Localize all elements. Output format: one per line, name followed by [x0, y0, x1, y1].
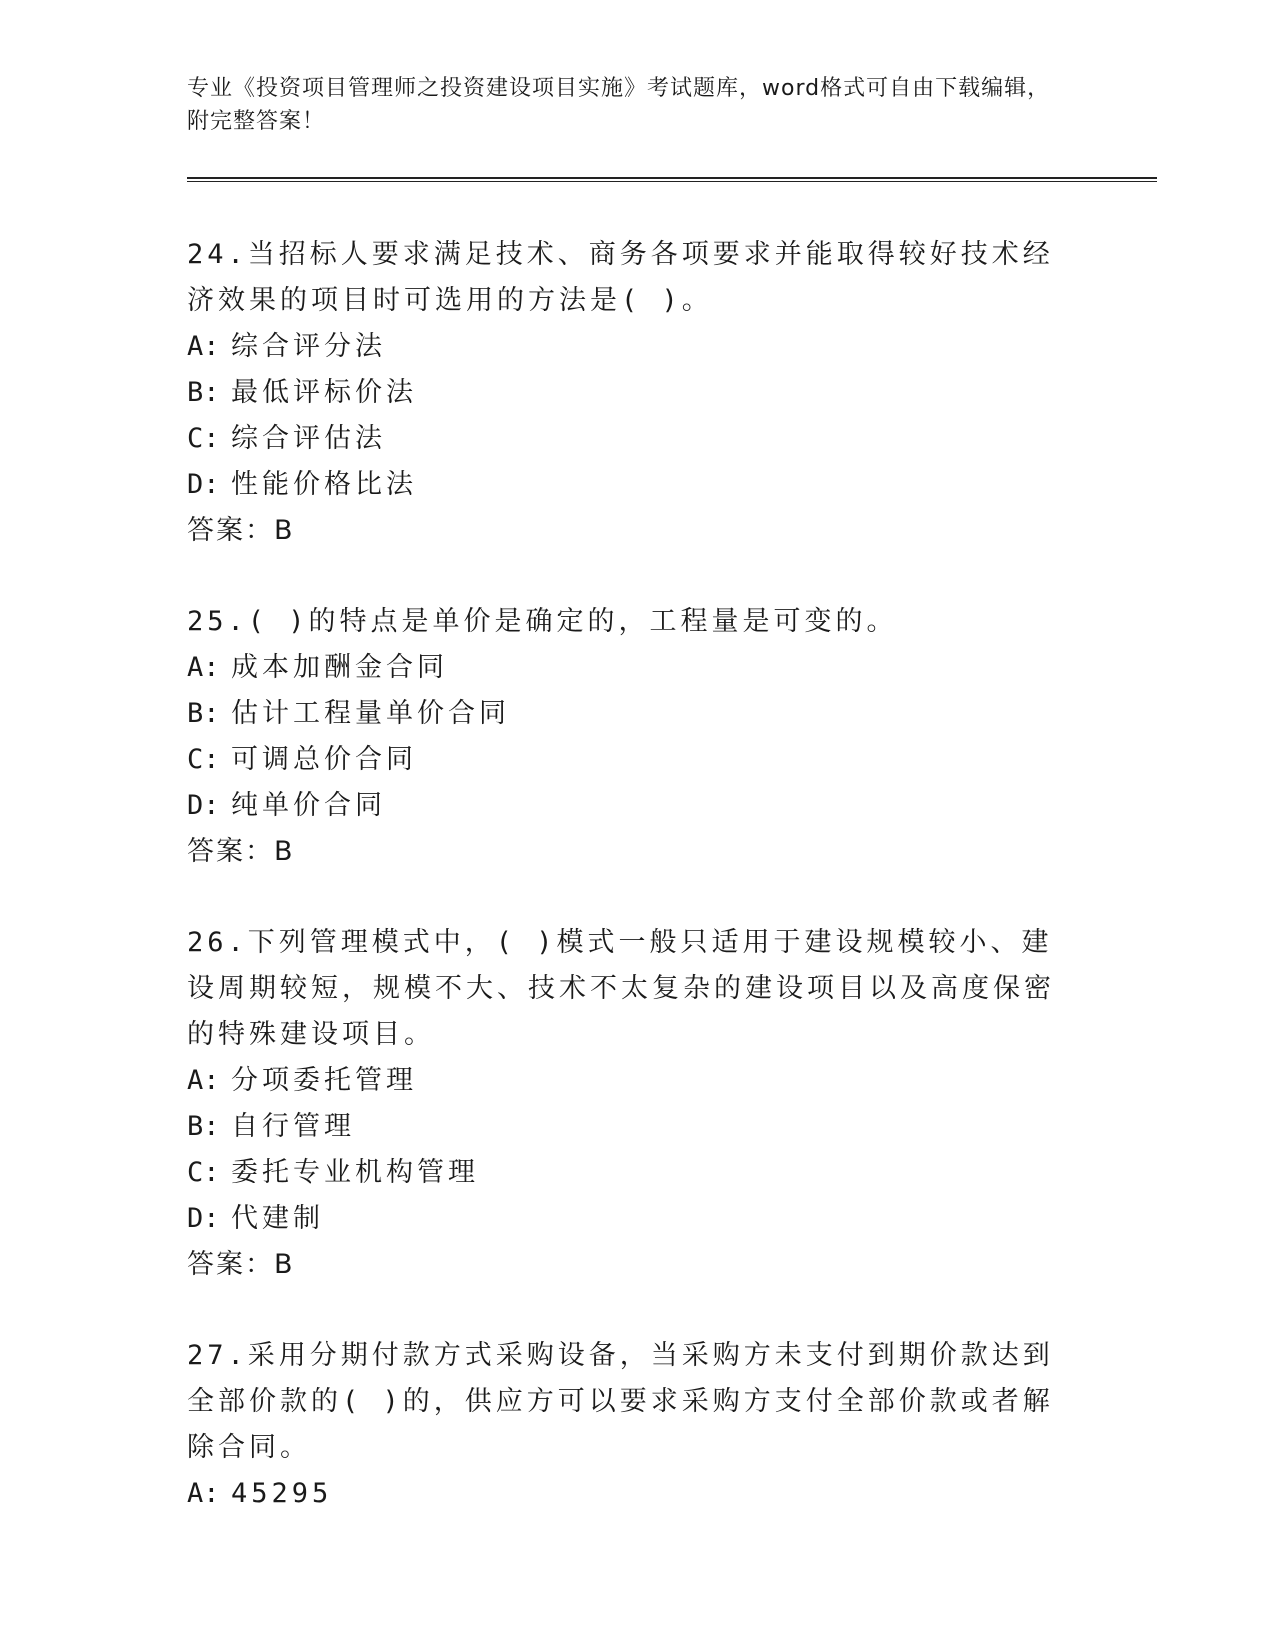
- question-25: [187, 599, 1077, 875]
- option-text: 45295: [231, 1478, 333, 1509]
- option-label: B:: [187, 377, 220, 408]
- option-label: B:: [187, 1111, 220, 1142]
- option-text: 估计工程量单价合同: [231, 698, 510, 729]
- option-b: [187, 691, 1077, 737]
- option-b: [187, 370, 1077, 416]
- option-text: 自行管理: [231, 1111, 355, 1142]
- option-label: B:: [187, 698, 220, 729]
- option-c: [187, 1150, 1077, 1196]
- option-label: A:: [187, 652, 220, 683]
- answer: 答案：B: [187, 1249, 295, 1280]
- option-label: D:: [187, 790, 220, 821]
- option-text: 代建制: [231, 1203, 324, 1234]
- question-list: [187, 232, 1077, 1562]
- question-stem: 25.( )的特点是单价是确定的，工程量是可变的。: [187, 606, 898, 637]
- option-text: 最低评标价法: [231, 377, 417, 408]
- option-a: [187, 1471, 1077, 1517]
- option-label: A:: [187, 1478, 220, 1509]
- header-divider: [187, 177, 1157, 183]
- option-c: [187, 416, 1077, 462]
- option-label: C:: [187, 423, 220, 454]
- option-b: [187, 1104, 1077, 1150]
- option-text: 性能价格比法: [231, 469, 417, 500]
- question-stem: 26.下列管理模式中，( )模式一般只适用于建设规模较小、建设周期较短，规模不大、技术不太复杂的建设项目以及高度保密的特殊建设项目。: [187, 927, 1055, 1050]
- option-text: 分项委托管理: [231, 1065, 417, 1096]
- option-text: 委托专业机构管理: [231, 1157, 479, 1188]
- option-text: 可调总价合同: [231, 744, 417, 775]
- option-text: 综合评分法: [231, 331, 386, 362]
- option-d: [187, 462, 1077, 508]
- option-a: [187, 324, 1077, 370]
- option-a: [187, 1058, 1077, 1104]
- option-c: [187, 737, 1077, 783]
- answer: 答案：B: [187, 515, 295, 546]
- page-header: 专业《投资项目管理师之投资建设项目实施》考试题库，word格式可自由下载编辑，附完整答案！: [187, 76, 1051, 134]
- question-stem: 27.采用分期付款方式采购设备，当采购方未支付到期价款达到全部价款的( )的，供应方可以要求采购方支付全部价款或者解除合同。: [187, 1340, 1054, 1463]
- option-text: 成本加酬金合同: [231, 652, 448, 683]
- option-label: C:: [187, 1157, 220, 1188]
- option-label: C:: [187, 744, 220, 775]
- option-label: D:: [187, 1203, 220, 1234]
- option-a: [187, 645, 1077, 691]
- question-24: [187, 232, 1077, 554]
- answer: 答案：B: [187, 836, 295, 867]
- option-text: 纯单价合同: [231, 790, 386, 821]
- option-d: [187, 1196, 1077, 1242]
- question-stem: 24.当招标人要求满足技术、商务各项要求并能取得较好技术经济效果的项目时可选用的方法是( )。: [187, 239, 1054, 316]
- question-26: [187, 920, 1077, 1288]
- option-d: [187, 783, 1077, 829]
- option-label: A:: [187, 331, 220, 362]
- option-label: A:: [187, 1065, 220, 1096]
- option-text: 综合评估法: [231, 423, 386, 454]
- question-27: [187, 1333, 1077, 1517]
- option-label: D:: [187, 469, 220, 500]
